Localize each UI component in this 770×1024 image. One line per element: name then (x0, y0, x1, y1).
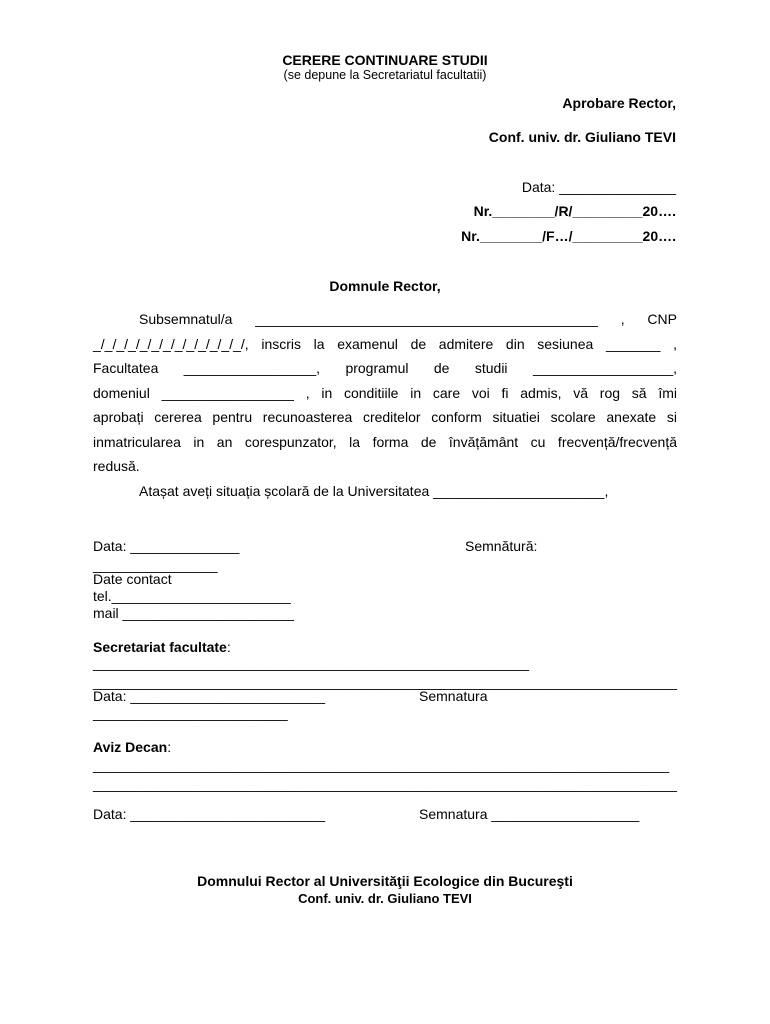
body-line-1: Subsemnatul/a ____________________________________________ , CNP (139, 311, 677, 327)
salutation: Domnule Rector, (329, 278, 441, 294)
registry-number-r: Nr.________/R/_________20…. (473, 203, 676, 219)
dean-heading: Aviz Decan: (93, 739, 172, 755)
contact-phone: tel._______________________ (93, 588, 291, 604)
body-line-2: _/_/_/_/_/_/_/_/_/_/_/_/_/, inscris la examenul de admitere din sesiunea _______ , (93, 335, 677, 352)
dean-line-2: ___________________________________________________________________________ (93, 776, 677, 792)
secretariat-line-2: ___________________________________________________________________________ (93, 674, 677, 690)
document-subtitle: (se depune la Secretariatul facultatii) (283, 68, 487, 82)
contact-mail: mail ______________________ (93, 605, 294, 621)
dean-signature: Semnatura ___________________ (419, 806, 640, 822)
dean-line-1: __________________________________________________________________________ (93, 757, 670, 773)
approval-label: Aprobare Rector, (562, 95, 676, 111)
secretariat-date: Data: _________________________ (93, 688, 326, 704)
footer-rector: Conf. univ. dr. Giuliano TEVI (298, 891, 472, 906)
registry-date: Data: _______________ (521, 179, 676, 195)
body-line-7: redusă. (93, 458, 140, 474)
body-line-4: domeniul _________________ , in conditiile in care voi fi admis, vă rog să îmi (93, 384, 677, 401)
signature-label: Semnătură: (465, 538, 538, 554)
registry-number-f: Nr.________/F…/_________20…. (461, 228, 676, 244)
footer-addressee: Domnului Rector al Universităţii Ecologice din Bucureşti (197, 873, 573, 889)
attached-line: Atașat aveți situația școlară de la Universitatea ______________________, (139, 482, 609, 499)
body-line-5: aprobați cererea pentru recunoasterea creditelor conform situatiei scolare anexate si (93, 409, 677, 425)
body-line-6: inmatricularea in an corespunzator, la forma de învățământ cu frecvență/frecvență (93, 433, 677, 450)
request-body (93, 307, 677, 503)
signature-date: Data: ______________ (93, 538, 240, 554)
dean-date: Data: _________________________ (93, 806, 326, 822)
rector-name: Conf. univ. dr. Giuliano TEVI (488, 129, 676, 145)
secretariat-line-3: _________________________ (93, 705, 288, 721)
document-title: CERERE CONTINUARE STUDII (282, 52, 488, 68)
secretariat-signature: Semnatura (419, 688, 488, 704)
signature-line: ________________ (93, 557, 218, 573)
body-line-3: Facultatea _________________, programul de studii __________________, (93, 360, 677, 376)
secretariat-heading: Secretariat facultate: (93, 639, 231, 655)
contact-title: Date contact (93, 571, 172, 587)
secretariat-line-1: ________________________________________________________ (93, 655, 530, 671)
